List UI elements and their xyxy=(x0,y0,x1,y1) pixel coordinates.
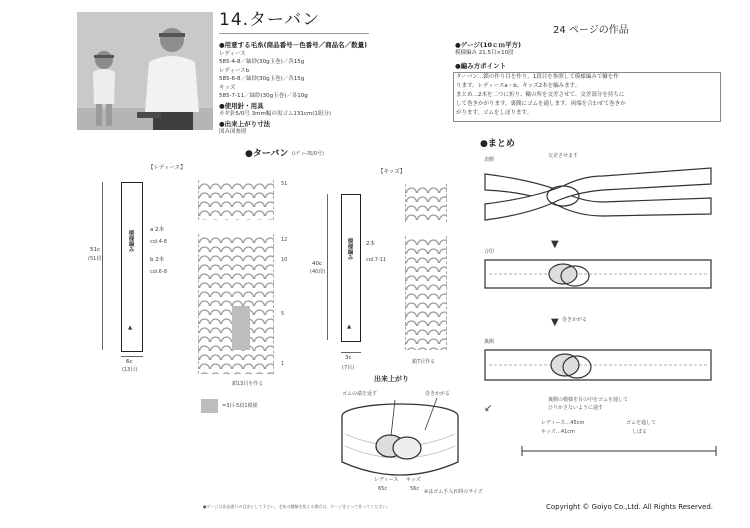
kids-stitch-chart-top xyxy=(405,184,447,222)
copyright: Copyright © Goiyo Co.,Ltd. All Rights Reserved. xyxy=(546,503,714,511)
points-heading: ●編み方ポイント xyxy=(455,62,507,70)
kids-width-line xyxy=(341,352,361,353)
finish-kids-label: キッズ xyxy=(406,477,421,483)
turban-section-note: (ﾚﾃﾞｨｰｽ5/0号) xyxy=(292,151,324,157)
kids-height-sub: (40段) xyxy=(310,269,326,275)
tools-heading: ●使用針・用具 xyxy=(219,102,264,110)
points-line-3: まとめ…2本を二つに折り、輪の所を交差させて、交差部分を持ちに xyxy=(456,92,625,98)
ladies-b-label: レディースb xyxy=(219,68,250,74)
ladies-row-12: 12 xyxy=(281,237,288,243)
matome-wrap-note: 巻きかがる xyxy=(562,317,588,323)
finish-wrap-note: 巻きかがる xyxy=(425,391,451,397)
kids-label: キッズ xyxy=(219,85,236,91)
size-heading: ●出来上がり寸法 xyxy=(219,120,271,128)
gum-drawing xyxy=(520,440,720,462)
ladies-b-yarn: 585-6-8／紬紗(30g玉巻)／各15g xyxy=(219,76,305,82)
finish-ladies-dim: 65c xyxy=(378,486,388,492)
matome-section-heading: ●まとめ xyxy=(480,139,515,149)
ladies-row-5: 5 xyxy=(281,311,285,317)
ladies-label: 【レディース】 xyxy=(148,165,186,171)
ladies-a-yarn: 585-4-8／紬紗(30g玉巻)／各15g xyxy=(219,59,305,65)
pattern-repeat-highlight xyxy=(232,306,250,350)
finish-kids-dim: 56c xyxy=(410,486,420,492)
ladies-stitch-chart-top xyxy=(198,180,274,220)
kids-count: 2本 xyxy=(366,241,375,247)
finish-title: 出来上がり xyxy=(374,375,409,383)
ladies-width-line xyxy=(121,356,143,357)
size-text: 図み図参照 xyxy=(219,129,247,135)
ladies-height: 51c xyxy=(90,247,101,253)
materials-heading: ●用意する毛糸(商品番号－色番号／商品名／数量) xyxy=(219,41,368,49)
kids-strip-arrow: ▲ xyxy=(347,324,352,330)
ladies-b-count: b 2本 xyxy=(150,257,165,263)
ladies-height-line xyxy=(102,182,103,350)
matome-kids-length: キッズ…41cm xyxy=(541,429,575,435)
ladies-b-col: col.6-8 xyxy=(150,269,167,275)
points-line-2: ります。レディースa・b、キッズ2本を編みます。 xyxy=(456,83,581,89)
points-line-5: がります。ゴムをしぼります。 xyxy=(456,110,533,116)
matome-ladies-length: レディース…45cm xyxy=(541,420,585,426)
ladies-start-note: 鎖13目を作る xyxy=(232,381,264,387)
matome-step1-drawing xyxy=(483,162,715,236)
arrow-down-icon-2: ▼ xyxy=(551,317,559,328)
gauge-heading: ●ゲージ(10ｃｍ平方) xyxy=(455,41,522,49)
ladies-stitch-chart-main xyxy=(198,234,274,374)
matome-front-label: 表側 xyxy=(484,157,495,163)
ladies-height-sub: (51段) xyxy=(88,256,104,262)
arrow-down-icon: ▼ xyxy=(551,239,559,250)
finish-size-note: ※はゴム手入れ時のサイズ xyxy=(424,489,483,495)
kids-width: 3c xyxy=(345,355,352,361)
model-photo xyxy=(77,12,213,130)
kids-strip xyxy=(341,194,361,342)
matome-gum-note: ゴムを通して xyxy=(626,420,657,426)
finish-ladies-label: レディース xyxy=(374,477,399,483)
matome-gum-note-2: しぼる xyxy=(632,429,648,435)
ladies-width-sub: (13目) xyxy=(122,367,138,373)
ladies-row-51: 51 xyxy=(281,181,288,187)
kids-col: col.7-11 xyxy=(366,257,387,263)
matome-step2-label: 合印 xyxy=(484,249,495,255)
ladies-a-label: レディース xyxy=(219,51,246,57)
matome-step2-drawing xyxy=(483,254,715,298)
matome-back-note-1: 裏側の模様を目の中をゴムを通して xyxy=(548,397,629,403)
legend-swatch xyxy=(201,399,218,413)
kids-strip-text: 模様編み xyxy=(346,238,353,260)
ladies-row-1: 1 xyxy=(281,361,285,367)
kids-start-note: 鎖7目作る xyxy=(412,359,436,365)
title-rule xyxy=(219,33,369,34)
ladies-row-10: 10 xyxy=(281,257,288,263)
gauge-value: 模様編み 21.5目×10段 xyxy=(455,50,514,56)
footer-note: ●ゲージは作品通りの目安として下さい。毛糸の種類を変える場合は、ゲージをとって作ってください。 xyxy=(203,504,391,509)
kids-label: 【キッズ】 xyxy=(378,169,406,175)
points-line-4: して巻きかがります。裏側にゴムを通します。両端を合わせて巻きか xyxy=(456,101,626,107)
page-title: 14.ターバン xyxy=(219,10,321,30)
kids-stitch-chart-main xyxy=(405,236,447,350)
tools-text: カギ針5/0号 3mm幅の黒ゴム131cm(1組分) xyxy=(219,111,331,117)
kids-height: 40c xyxy=(312,261,323,267)
turban-section-heading: ●ターバン xyxy=(245,149,289,159)
kids-height-line xyxy=(327,194,328,340)
finished-band-drawing xyxy=(335,396,465,490)
model-photo-illustration xyxy=(77,12,213,130)
ladies-width: 6c xyxy=(126,359,133,365)
matome-step3-drawing xyxy=(483,344,715,388)
arrow-diagonal-icon: ↙ xyxy=(484,403,493,414)
kids-yarn: 585-7-11／紬紗(30g玉巻)／各10g xyxy=(219,93,308,99)
kids-width-sub: (7目) xyxy=(342,365,355,371)
page-reference: 24 ページの作品 xyxy=(553,25,629,36)
ladies-strip-text: 模様編み xyxy=(127,230,134,252)
ladies-a-col: col.4-8 xyxy=(150,239,167,245)
matome-cross-note: 交差させます xyxy=(548,153,579,159)
matome-back-note-2: ひりかさないように通す xyxy=(548,405,604,411)
legend-text: =3目-5段1模様 xyxy=(222,403,258,409)
ladies-a-count: a 2本 xyxy=(150,227,165,233)
points-line-1: ターバン…鎖の作り目を作り、1段目を参照して模様編みで輪を作 xyxy=(456,74,619,80)
matome-back-label: 裏側 xyxy=(484,339,495,345)
finish-gum-note: ゴムの端を返す xyxy=(342,391,378,397)
ladies-strip-arrow: ▲ xyxy=(128,325,133,331)
